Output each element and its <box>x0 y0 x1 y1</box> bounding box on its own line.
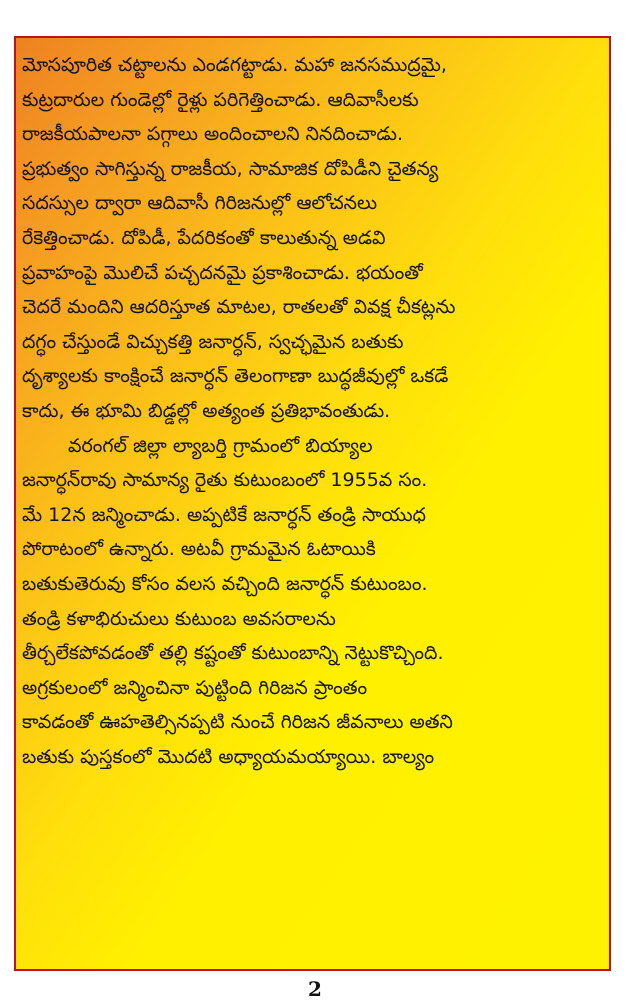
text-line: మే 12న జన్మించాడు. అప్పటికే జనార్ధన్ తండ్రి సాయుధ <box>22 503 426 526</box>
text-line: తీర్చలేకపోవడంతో తల్లి కష్టంతో కుటుంబాన్ని నెట్టుకొచ్చింది. <box>22 642 444 665</box>
text-line: రాజకీయపాలనా పగ్గాలు అందించాలని నినదించాడు. <box>22 123 404 146</box>
text-line: మోసపూరిత చట్టాలను ఎండగట్టాడు. మహా జనసముద్రమై, <box>22 54 447 76</box>
text-line: దృశ్యాలకు కాంక్షించే జనార్ధన్ తెలంగాణా బుద్ధజీవుల్లో ఒకడే <box>22 365 449 388</box>
text-line: కావడంతో ఊహతెల్సినప్పటి నుంచే గిరిజన జీవనాలు అతని <box>22 711 453 734</box>
text-line: బతుకు పుస్తకంలో మొదటి అధ్యాయమయ్యాయి. బాల్యం <box>22 745 435 768</box>
text-line: కుట్రదారుల గుండెల్లో రైళ్లు పరిగెత్తించాడు. ఆదివాసీలకు <box>22 88 419 111</box>
text-line: రేకెత్తించాడు. దోపిడీ, పేదరికంతో కాలుతున్న అడవి <box>22 226 386 249</box>
text-panel <box>14 36 611 971</box>
text-line: కాదు, ఈ భూమి బిడ్డల్లో అత్యంత ప్రతిభావంతుడు. <box>22 399 391 422</box>
text-line: ప్రవాహంపై మొలిచే పచ్చదనమై ప్రకాశించాడు. భయంతో <box>22 261 423 284</box>
page-number: 2 <box>308 977 322 1000</box>
text-line: ప్రభుత్వం సాగిస్తున్న రాజకీయ, సామాజిక దోపిడీని చైతన్య <box>22 157 439 180</box>
body-text <box>22 48 605 774</box>
text-line: పోరాటంలో ఉన్నారు. అటవీ గ్రామమైన ఓటాయికి <box>22 538 376 561</box>
text-line: దగ్ధం చేస్తుండే విచ్చుకత్తి జనార్ధన్, స్వచ్ఛమైన బతుకు <box>22 330 404 353</box>
text-line: సదస్సుల ద్వారా ఆదివాసీ గిరిజనుల్లో ఆలోచనలు <box>22 192 378 215</box>
text-line: తండ్రి కళాభిరుచులు కుటుంబ అవసరాలను <box>22 607 336 630</box>
text-line: అగ్రకులంలో జన్మించినా పుట్టింది గిరిజన ప్రాంతం <box>22 676 368 699</box>
paragraph-start-line: వరంగల్ జిల్లా ల్యాబర్తి గ్రామంలో బియ్యాల <box>68 434 373 457</box>
text-line: బతుకుతెరువు కోసం వలస వచ్చింది జనార్ధన్ కుటుంబం. <box>22 572 428 595</box>
text-line: జనార్ధన్‌రావు సామాన్య రైతు కుటుంబంలో 1955వ సం. <box>22 469 428 492</box>
text-line: చెదరే మందిని ఆదరిస్తూత మాటల, రాతలతో వివక్ష చీకట్లను <box>22 296 456 319</box>
